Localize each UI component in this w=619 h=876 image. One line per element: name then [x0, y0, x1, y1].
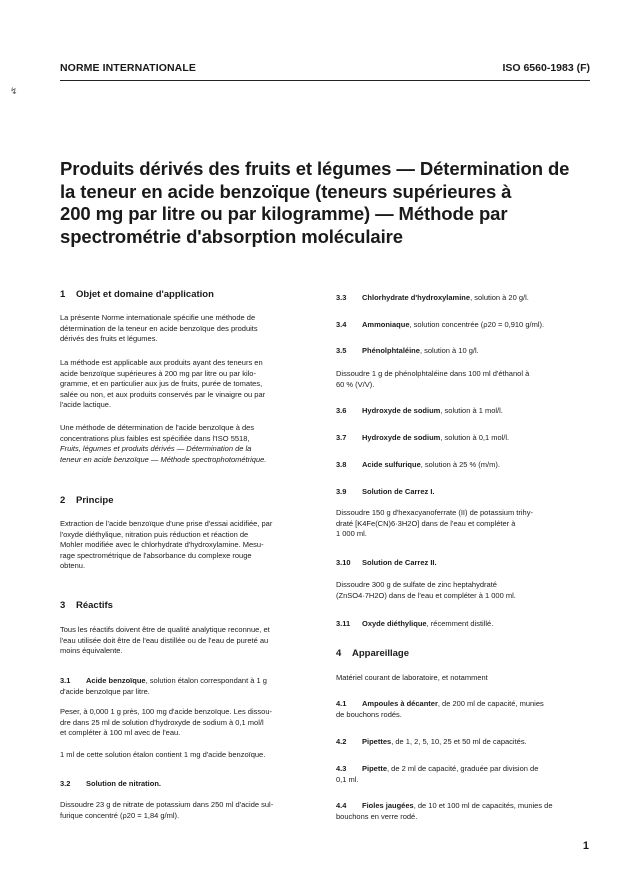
section-2-heading: 2 Principe	[60, 495, 114, 506]
reagent-3-9-procedure: Dissoudre 150 g d'hexacyanoferrate (II) de potassium trihy- draté [K4Fe(CN)6·3H2O] dans de l'eau et compléter à 1 000 ml.	[336, 508, 533, 539]
header-standard-number: ISO 6560-1983 (F)	[502, 62, 590, 74]
section-3-heading: 3 Réactifs	[60, 600, 113, 611]
reagent-3-10: 3.10 Solution de Carrez II.	[336, 558, 437, 567]
section-1-paragraph-2: La méthode est applicable aux produits ayant des teneurs en acide benzoïque supérieures à 200 mg par litre ou par kilo- gramme, et en particulier aux jus de fruits, purée de tomates, salée ou non, et aux produits conservés par le vinaigre ou par l'acide lactique.	[60, 358, 266, 410]
reagent-3-8: 3.8 Acide sulfurique, solution à 25 % (m/m).	[336, 460, 500, 469]
section-2-paragraph: Extraction de l'acide benzoïque d'une prise d'essai acidifiée, par l'oxyde diéthylique, nitration puis réduction et réaction de Mohler modifiée avec le chlorhydrate d'hydroxylamine. Mesu- rage spectrométrique de l'absorbance du complexe rouge obtenu.	[60, 519, 273, 571]
margin-mark: ↯	[10, 86, 18, 96]
reagent-3-10-procedure: Dissoudre 300 g de sulfate de zinc heptahydraté (ZnSO4·7H2O) dans de l'eau et compléter à 1 000 ml.	[336, 580, 516, 600]
document-title	[60, 158, 595, 248]
title-line: Produits dérivés des fruits et légumes — Détermination de	[60, 158, 570, 179]
reagent-3-1-line2: d'acide benzoïque par litre.	[60, 687, 150, 696]
section-1-paragraph-1: La présente Norme internationale spécifie une méthode de détermination de la teneur en acide benzoïque des produits dérivés des fruits et légumes.	[60, 313, 258, 344]
page-header	[60, 62, 590, 80]
reagent-3-1-procedure: Peser, à 0,000 1 g près, 100 mg d'acide benzoïque. Les dissou- dre dans 25 ml de solution d'hydroxyde de sodium à 0,1 mol/l et compléter à 100 ml avec de l'eau.	[60, 707, 272, 738]
page-number: 1	[582, 840, 589, 852]
reagent-3-1-note: 1 ml de cette solution étalon contient 1 mg d'acide benzoïque.	[60, 750, 266, 759]
apparatus-4-1: 4.1 Ampoules à décanter, de 200 ml de capacité, munies	[336, 699, 544, 708]
apparatus-4-4-line2: bouchons en verre rodé.	[336, 812, 418, 821]
section-4-heading: 4 Appareillage	[336, 648, 410, 659]
reagent-3-4: 3.4 Ammoniaque, solution concentrée (ρ20 = 0,910 g/ml).	[336, 320, 545, 329]
reagent-3-5: 3.5 Phénolphtaléine, solution à 10 g/l.	[336, 346, 479, 355]
section-3-paragraph: Tous les réactifs doivent être de qualité analytique reconnue, et l'eau utilisée doit être de l'eau distillée ou de l'eau de pureté au moins équivalente.	[60, 625, 270, 656]
apparatus-4-4: 4.4 Fioles jaugées, de 10 et 100 ml de capacités, munies de	[336, 801, 553, 810]
title-line: la teneur en acide benzoïque (teneurs supérieures à	[60, 180, 512, 202]
header-rule	[60, 80, 590, 81]
reagent-3-11: 3.11 Oxyde diéthylique, récemment distillé.	[336, 619, 494, 628]
reagent-3-1: 3.1 Acide benzoïque, solution étalon correspondant à 1 g	[60, 676, 267, 685]
apparatus-4-3: 4.3 Pipette, de 2 ml de capacité, graduée par division de	[336, 764, 539, 773]
section-1-heading: 1 Objet et domaine d'application	[60, 289, 214, 300]
apparatus-4-2: 4.2 Pipettes, de 1, 2, 5, 10, 25 et 50 ml de capacités.	[336, 737, 527, 746]
section-1-paragraph-3: Une méthode de détermination de l'acide benzoïque à des concentrations plus faibles est spécifiée dans l'ISO 5518, Fruits, légumes et produits dérivés — Détermination de la teneur en acide benzoïque — Méthode spectrophotométrique.	[60, 423, 267, 464]
apparatus-4-1-line2: de bouchons rodés.	[336, 710, 402, 719]
title-line: 200 mg par litre ou par kilogramme) — Méthode par	[60, 203, 508, 224]
reagent-3-6: 3.6 Hydroxyde de sodium, solution à 1 mol/l.	[336, 406, 503, 415]
reagent-3-9: 3.9 Solution de Carrez I.	[336, 487, 435, 496]
reagent-3-3: 3.3 Chlorhydrate d'hydroxylamine, solution à 20 g/l.	[336, 293, 529, 302]
section-4-intro: Matériel courant de laboratoire, et notamment	[336, 673, 488, 682]
header-standard-type: NORME INTERNATIONALE	[60, 62, 196, 74]
reagent-3-5-procedure: Dissoudre 1 g de phénolphtaléine dans 100 ml d'éthanol à 60 % (V/V).	[336, 369, 530, 389]
reagent-3-7: 3.7 Hydroxyde de sodium, solution à 0,1 mol/l.	[336, 433, 510, 442]
title-line: spectrométrie d'absorption moléculaire	[60, 225, 403, 247]
reagent-3-2-procedure: Dissoudre 23 g de nitrate de potassium dans 250 ml d'acide sul- furique concentré (ρ20 = 1,84 g/ml).	[60, 800, 274, 820]
apparatus-4-3-line2: 0,1 ml.	[336, 775, 359, 784]
reagent-3-2: 3.2 Solution de nitration.	[60, 779, 161, 788]
